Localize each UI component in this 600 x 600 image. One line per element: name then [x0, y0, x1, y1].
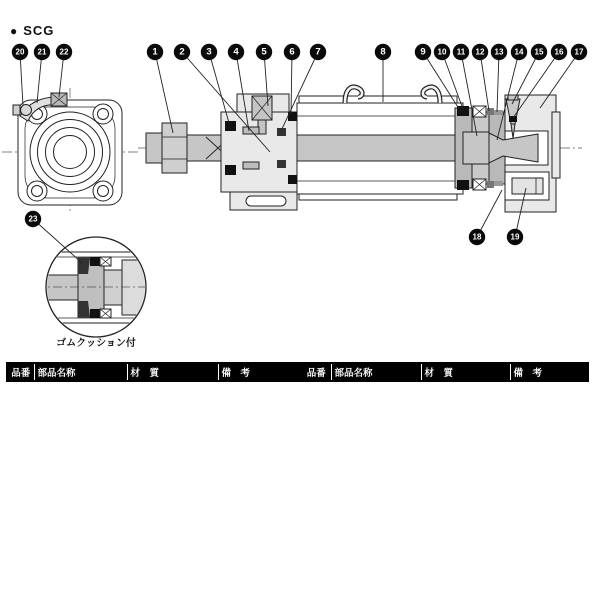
- balloon-number: 4: [233, 46, 239, 58]
- balloon-number: 12: [475, 47, 485, 57]
- balloon-number: 13: [494, 47, 504, 57]
- magnet: [487, 108, 494, 115]
- bolt-head: [13, 105, 20, 115]
- detail-view-rubber-cushion: [36, 237, 158, 337]
- col-header-no: 品番: [7, 363, 34, 381]
- balloon-number: 16: [554, 47, 564, 57]
- balloon-number: 14: [514, 47, 524, 57]
- balloon-number: 22: [59, 47, 69, 57]
- balloon-number: 2: [179, 46, 185, 58]
- balloon-number: 5: [261, 46, 267, 58]
- detail-caption: ゴムクッション付: [56, 338, 136, 349]
- table-header-row: [7, 363, 299, 381]
- balloon-number: 23: [28, 214, 38, 224]
- switch-rail-bottom: [299, 194, 457, 200]
- balloon-number: 8: [380, 46, 386, 58]
- piston-packing: [457, 106, 469, 116]
- leader-line: [480, 52, 489, 111]
- col-header-note: 備 考: [218, 363, 299, 381]
- series-label: SCG: [23, 23, 55, 38]
- rod-nut: [162, 123, 187, 173]
- col-header-note: 備 考: [510, 363, 588, 381]
- rod-cover: [221, 94, 297, 210]
- balloon-number: 20: [15, 47, 25, 57]
- rod-end: [146, 133, 163, 163]
- leader-line: [209, 52, 229, 123]
- balloon-number: 3: [206, 46, 212, 58]
- col-header-name: 部品名称: [331, 363, 421, 381]
- wear-ring: [494, 110, 503, 115]
- balloon-number: 6: [289, 46, 295, 58]
- parts-table-left: [6, 362, 300, 382]
- balloon-number: 21: [37, 47, 47, 57]
- col-header-material: 材 質: [127, 363, 218, 381]
- mounting-slot: [246, 196, 286, 206]
- needle-gasket: [509, 116, 517, 122]
- table-header-row: [301, 363, 588, 381]
- bullet-icon: ●: [10, 23, 19, 38]
- balloon-number: 10: [437, 47, 447, 57]
- leader-line: [291, 52, 292, 115]
- side-view: [138, 87, 582, 212]
- leader-line: [155, 52, 173, 133]
- balloon-number: 17: [574, 47, 584, 57]
- leader-line: [497, 52, 499, 112]
- col-header-no: 品番: [301, 363, 331, 381]
- hex-socket-bolt: [21, 105, 32, 116]
- balloon-number: 15: [534, 47, 544, 57]
- front-view: [2, 88, 138, 212]
- balloon-number: 18: [472, 232, 482, 242]
- round-nut: [512, 178, 543, 194]
- rubber-cushion: [78, 258, 90, 274]
- balloon-number: 19: [510, 232, 520, 242]
- balloon-number: 7: [315, 46, 321, 58]
- detail-head-block: [122, 260, 148, 315]
- parts-table-right: [300, 362, 589, 382]
- col-header-material: 材 質: [421, 363, 510, 381]
- balloon-number: 9: [420, 46, 426, 58]
- leader-line: [540, 52, 579, 108]
- switch-rail-top: [299, 96, 457, 103]
- balloon-number: 1: [152, 46, 158, 58]
- col-header-name: 部品名称: [34, 363, 127, 381]
- rod-packing-seal: [225, 121, 236, 131]
- balloon-number: 11: [456, 47, 466, 57]
